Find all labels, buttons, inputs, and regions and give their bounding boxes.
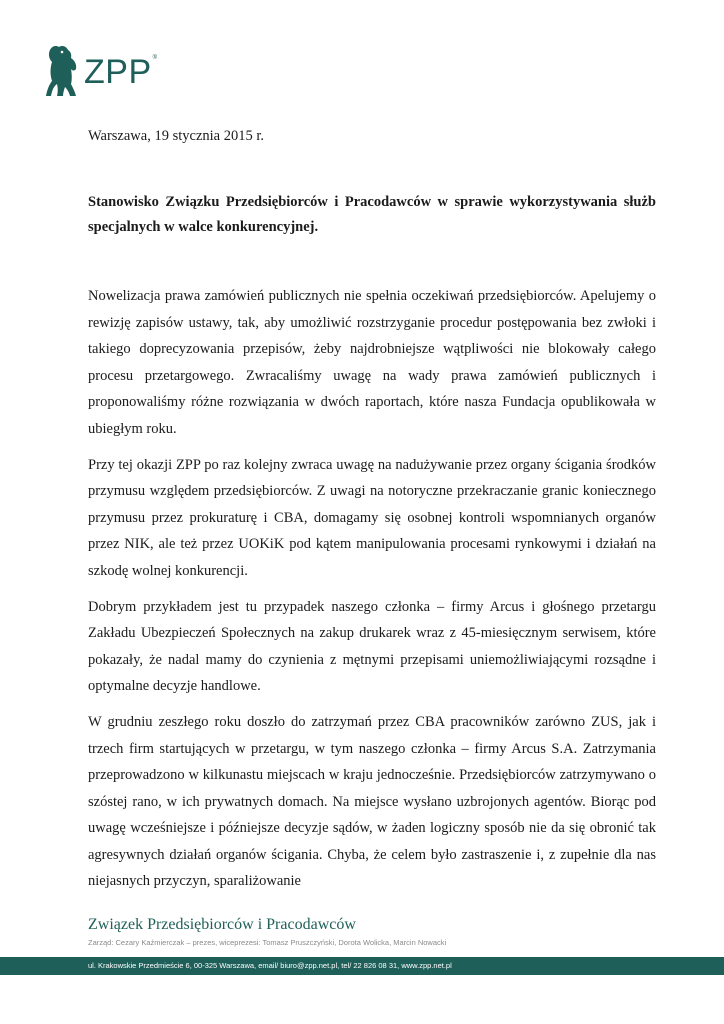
footer-address-bar xyxy=(0,957,724,975)
footer-address: ul. Krakowskie Przedmieście 6, 00-325 Warszawa, email/ biuro@zpp.net.pl, tel/ 22 826 08 31, www.zpp.net.pl xyxy=(88,961,452,970)
footer-management: Zarząd: Cezary Kaźmierczak – prezes, wiceprezesi: Tomasz Pruszczyński, Dorota Wolicka, Marcin Nowacki xyxy=(88,938,447,947)
letter-body xyxy=(88,283,656,904)
letter-heading: Stanowisko Związku Przedsiębiorców i Pracodawców w sprawie wykorzystywania służb specjalnych w walce konkurencyjnej. xyxy=(88,194,656,235)
brand-name: ZPP xyxy=(84,52,152,91)
footer-org-name: Związek Przedsiębiorców i Pracodawców xyxy=(88,916,356,933)
zpp-logo xyxy=(44,40,157,100)
body-paragraph: Dobrym przykładem jest tu przypadek naszego członka – firmy Arcus i głośnego przetargu Zakładu Ubezpieczeń Społecznych na zakup drukarek wraz z 45-miesięcznym serwisem, które pokazały, że nadal mamy do czynienia z mętnymi przepisami uniemożliwiającymi rozsądne i optymalne decyzje handlowe. xyxy=(88,598,656,695)
registered-mark: ® xyxy=(152,55,158,61)
letter-date: Warszawa, 19 stycznia 2015 r. xyxy=(88,128,264,144)
body-paragraph: Nowelizacja prawa zamówień publicznych nie spełnia oczekiwań przedsiębiorców. Apelujemy o rewizję zapisów ustawy, tak, aby umożliwić rozstrzyganie procedur postępowania bez zwłoki i takiego doprecyzowania przepisów, żeby najdrobniejsze wątpliwości nie blokowały całego procesu przetargowego. Zwracaliśmy uwagę na wady prawa zamówień publicznych i proponowaliśmy różne rozwiązania w dwóch raportach, które nasza Fundacja opublikowała w ubiegłym roku. xyxy=(88,288,656,437)
bear-icon xyxy=(44,42,80,98)
body-paragraph: W grudniu zeszłego roku doszło do zatrzymań przez CBA pracowników zarówno ZUS, jak i trzech firm startujących w przetargu, w tym naszego członka – firmy Arcus S.A. Zatrzymania przeprowadzono w kilkunastu miejscach w kraju jednocześnie. Przedsiębiorców zatrzymywano o szóstej rano, w ich prywatnych domach. Na miejsce wysłano uzbrojonych agentów. Biorąc pod uwagę wcześniejsze i późniejsze decyzje sądów, w żaden logiczny sposób nie da się obronić tak agresywnych działań organów ścigania. Chyba, że celem było zastraszenie i, z zupełnie dla nas niejasnych przyczyn, sparaliżowanie xyxy=(88,713,656,890)
body-paragraph: Przy tej okazji ZPP po raz kolejny zwraca uwagę na nadużywanie przez organy ścigania środków przymusu względem przedsiębiorców. Z uwagi na notoryczne przekraczanie granic koniecznego przymusu przez prokuraturę i CBA, domagamy się osobnej kontroli wspomnianych organów przez NIK, ale też przez UOKiK pod kątem manipulowania procesami rynkowymi i działań na szkodę wolnej konkurencji. xyxy=(88,456,656,579)
